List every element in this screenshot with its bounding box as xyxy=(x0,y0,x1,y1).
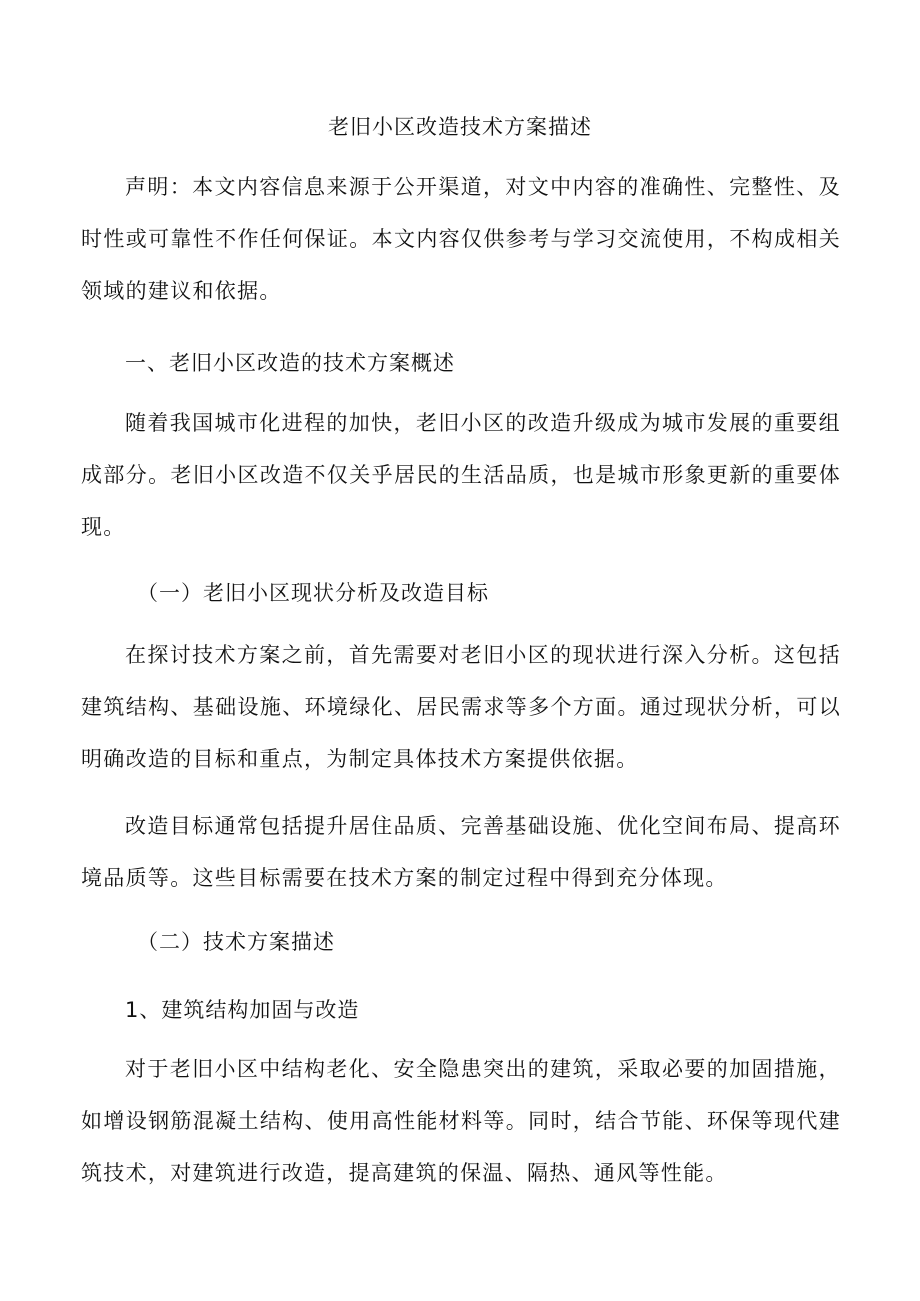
section-1-heading: 一、老旧小区改造的技术方案概述 xyxy=(125,351,455,375)
item-1-paragraph: 对于老旧小区中结构老化、安全隐患突出的建筑，采取必要的加固措施，如增设钢筋混凝土结构、使用高性能材料等。同时，结合节能、环保等现代建筑技术，对建筑进行改造，提高建筑的保温、隔热、通风等性能。 xyxy=(81,1057,841,1185)
item-1-heading: 1、建筑结构加固与改造 xyxy=(125,998,360,1022)
subsection-1-paragraph-2: 改造目标通常包括提升居住品质、完善基础设施、优化空间布局、提高环境品质等。这些目标需要在技术方案的制定过程中得到充分体现。 xyxy=(81,814,841,890)
document-title: 老旧小区改造技术方案描述 xyxy=(328,115,592,139)
disclaimer-paragraph: 声明：本文内容信息来源于公开渠道，对文中内容的准确性、完整性、及时性或可靠性不作任何保证。本文内容仅供参考与学习交流使用，不构成相关领域的建议和依据。 xyxy=(81,175,841,303)
subsection-2-heading: （二）技术方案描述 xyxy=(137,930,335,954)
subsection-1-heading: （一）老旧小区现状分析及改造目标 xyxy=(137,581,489,605)
subsection-1-paragraph-1: 在探讨技术方案之前，首先需要对老旧小区的现状进行深入分析。这包括建筑结构、基础设施、环境绿化、居民需求等多个方面。通过现状分析，可以明确改造的目标和重点，为制定具体技术方案提供依据。 xyxy=(81,643,841,771)
section-1-intro-paragraph: 随着我国城市化进程的加快，老旧小区的改造升级成为城市发展的重要组成部分。老旧小区改造不仅关乎居民的生活品质，也是城市形象更新的重要体现。 xyxy=(81,411,841,539)
